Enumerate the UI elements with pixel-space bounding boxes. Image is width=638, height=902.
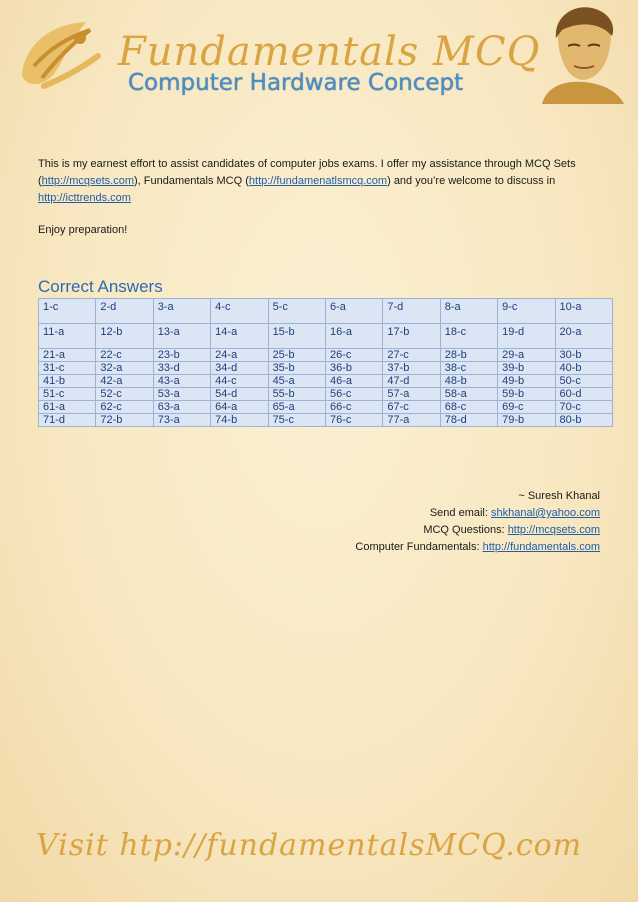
answer-cell: 24-a	[211, 349, 268, 362]
link-icttrends[interactable]: http://icttrends.com	[38, 192, 131, 204]
answer-cell: 56-c	[325, 388, 382, 401]
answer-cell: 17-b	[383, 324, 440, 349]
table-row	[39, 388, 613, 401]
answer-cell: 49-b	[498, 375, 555, 388]
table-row	[39, 401, 613, 414]
answer-cell: 14-a	[211, 324, 268, 349]
answer-cell: 7-d	[383, 299, 440, 324]
answer-cell: 39-b	[498, 362, 555, 375]
author-portrait	[532, 4, 626, 104]
table-row	[39, 362, 613, 375]
answer-cell: 46-a	[325, 375, 382, 388]
answer-cell: 33-d	[153, 362, 210, 375]
link-mcqsets[interactable]: http://mcqsets.com	[41, 175, 134, 187]
answer-cell: 58-a	[440, 388, 497, 401]
answer-cell: 63-a	[153, 401, 210, 414]
answer-cell: 59-b	[498, 388, 555, 401]
answer-cell: 74-b	[211, 414, 268, 427]
answer-cell: 11-a	[39, 324, 96, 349]
email-link[interactable]: shkhanal@yahoo.com	[490, 507, 600, 519]
table-row	[39, 414, 613, 427]
answer-cell: 4-c	[211, 299, 268, 324]
answer-cell: 47-d	[383, 375, 440, 388]
author-name: ~ Suresh Khanal	[518, 490, 600, 502]
answer-cell: 77-a	[383, 414, 440, 427]
answer-cell: 79-b	[498, 414, 555, 427]
answer-cell: 26-c	[325, 349, 382, 362]
answer-cell: 22-c	[96, 349, 153, 362]
intro-text: ), Fundamentals MCQ (	[133, 175, 249, 187]
email-label: Send email:	[429, 507, 491, 519]
signature	[355, 488, 600, 556]
answer-cell: 44-c	[211, 375, 268, 388]
table-row	[39, 375, 613, 388]
intro-paragraph	[38, 156, 598, 207]
answer-cell: 52-c	[96, 388, 153, 401]
answer-cell: 51-c	[39, 388, 96, 401]
answer-cell: 32-a	[96, 362, 153, 375]
answer-cell: 8-a	[440, 299, 497, 324]
answer-cell: 62-c	[96, 401, 153, 414]
answer-cell: 10-a	[555, 299, 612, 324]
answer-cell: 70-c	[555, 401, 612, 414]
leaf-logo-icon	[14, 16, 104, 92]
brand-title: Fundamentals MCQ	[118, 29, 541, 75]
answer-cell: 27-c	[383, 349, 440, 362]
answers-table	[38, 298, 613, 427]
answer-cell: 12-b	[96, 324, 153, 349]
answer-cell: 21-a	[39, 349, 96, 362]
answer-cell: 38-c	[440, 362, 497, 375]
answer-cell: 1-c	[39, 299, 96, 324]
answer-cell: 35-b	[268, 362, 325, 375]
answer-cell: 41-b	[39, 375, 96, 388]
answer-cell: 20-a	[555, 324, 612, 349]
answer-cell: 53-a	[153, 388, 210, 401]
answer-cell: 73-a	[153, 414, 210, 427]
answer-cell: 18-c	[440, 324, 497, 349]
answer-cell: 61-a	[39, 401, 96, 414]
answer-cell: 45-a	[268, 375, 325, 388]
intro-text: ) and you’re welcome to discuss in	[387, 175, 556, 187]
answer-cell: 48-b	[440, 375, 497, 388]
answer-cell: 64-a	[211, 401, 268, 414]
answer-cell: 78-d	[440, 414, 497, 427]
table-row	[39, 299, 613, 324]
answer-cell: 50-c	[555, 375, 612, 388]
answer-cell: 66-c	[325, 401, 382, 414]
mcqsets-link[interactable]: http://mcqsets.com	[507, 524, 600, 536]
answer-cell: 68-c	[440, 401, 497, 414]
email-line	[355, 505, 600, 522]
mcq-line	[355, 522, 600, 539]
answer-cell: 55-b	[268, 388, 325, 401]
page-title: Computer Hardware Concept	[128, 70, 464, 96]
fundamentals-link[interactable]: http://fundamentals.com	[482, 541, 600, 553]
answer-cell: 69-c	[498, 401, 555, 414]
answer-cell: 57-a	[383, 388, 440, 401]
answer-cell: 72-b	[96, 414, 153, 427]
answer-cell: 25-b	[268, 349, 325, 362]
answer-cell: 80-b	[555, 414, 612, 427]
answer-cell: 15-b	[268, 324, 325, 349]
answer-cell: 34-d	[211, 362, 268, 375]
mcq-label: MCQ Questions:	[423, 524, 508, 536]
fundamentals-line	[355, 539, 600, 556]
answer-cell: 43-a	[153, 375, 210, 388]
answer-cell: 65-a	[268, 401, 325, 414]
answer-cell: 16-a	[325, 324, 382, 349]
answer-cell: 31-c	[39, 362, 96, 375]
table-row	[39, 349, 613, 362]
answer-cell: 6-a	[325, 299, 382, 324]
answer-cell: 23-b	[153, 349, 210, 362]
answer-cell: 30-b	[555, 349, 612, 362]
answer-cell: 13-a	[153, 324, 210, 349]
header	[0, 0, 638, 110]
answer-cell: 67-c	[383, 401, 440, 414]
answer-cell: 37-b	[383, 362, 440, 375]
answers-heading: Correct Answers	[38, 277, 163, 296]
answer-cell: 9-c	[498, 299, 555, 324]
table-row	[39, 324, 613, 349]
answer-cell: 54-d	[211, 388, 268, 401]
answer-cell: 5-c	[268, 299, 325, 324]
answer-cell: 19-d	[498, 324, 555, 349]
answer-cell: 2-d	[96, 299, 153, 324]
link-fundamentalsmcq[interactable]: http://fundamenatlsmcq.com	[248, 175, 388, 187]
footer-banner: Visit htp://fundamentalsMCQ.com	[36, 828, 583, 863]
answer-cell: 3-a	[153, 299, 210, 324]
enjoy-text: Enjoy preparation!	[38, 224, 128, 236]
answer-cell: 76-c	[325, 414, 382, 427]
intro-text: This is my earnest effort to assist candidates of computer jobs exams. I offer my assistance through MCQ Sets (	[38, 158, 576, 187]
fundamentals-label: Computer Fundamentals:	[355, 541, 483, 553]
answer-cell: 40-b	[555, 362, 612, 375]
answer-cell: 75-c	[268, 414, 325, 427]
answer-cell: 36-b	[325, 362, 382, 375]
answer-cell: 60-d	[555, 388, 612, 401]
answer-cell: 29-a	[498, 349, 555, 362]
answer-cell: 42-a	[96, 375, 153, 388]
answer-cell: 28-b	[440, 349, 497, 362]
answer-cell: 71-d	[39, 414, 96, 427]
